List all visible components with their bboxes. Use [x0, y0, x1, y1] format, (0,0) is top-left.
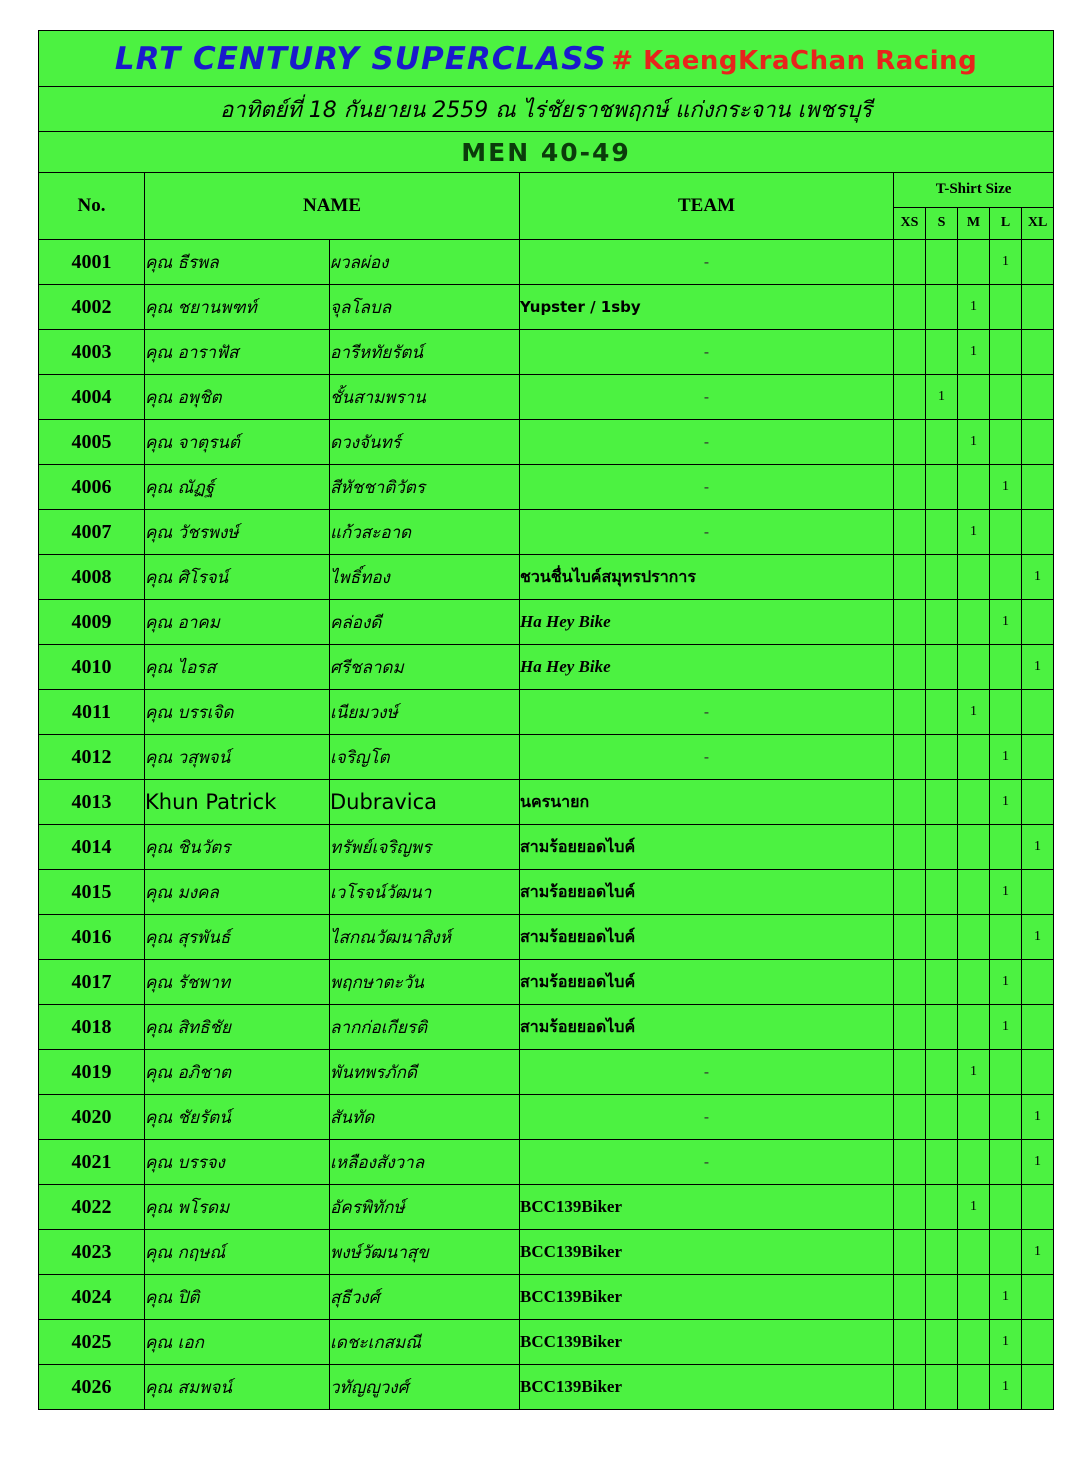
- cell-race-number: 4001: [39, 240, 145, 285]
- cell-size-xl: [1022, 510, 1054, 555]
- table-row: [39, 1005, 1054, 1050]
- cell-size-s: [926, 780, 958, 825]
- cell-size-s: [926, 465, 958, 510]
- cell-size-l: [990, 1185, 1022, 1230]
- cell-first-name: คุณ อพุชิต: [145, 375, 330, 420]
- cell-race-number: 4013: [39, 780, 145, 825]
- cell-size-xl: 1: [1022, 645, 1054, 690]
- cell-size-m: [958, 600, 990, 645]
- cell-size-xs: [894, 825, 926, 870]
- cell-team: BCC139Biker: [520, 1320, 894, 1365]
- column-header-tshirt: T-Shirt Size: [894, 173, 1054, 208]
- cell-size-xs: [894, 1320, 926, 1365]
- cell-race-number: 4025: [39, 1320, 145, 1365]
- cell-first-name: คุณ วสุพจน์: [145, 735, 330, 780]
- table-row: [39, 240, 1054, 285]
- cell-race-number: 4024: [39, 1275, 145, 1320]
- cell-last-name: สีหัชชาติวัตร: [330, 465, 520, 510]
- cell-size-l: [990, 1140, 1022, 1185]
- cell-race-number: 4022: [39, 1185, 145, 1230]
- cell-size-xl: 1: [1022, 825, 1054, 870]
- cell-race-number: 4009: [39, 600, 145, 645]
- cell-size-xl: 1: [1022, 555, 1054, 600]
- cell-size-xs: [894, 1140, 926, 1185]
- cell-race-number: 4008: [39, 555, 145, 600]
- cell-size-m: [958, 555, 990, 600]
- table-row: [39, 1320, 1054, 1365]
- table-row: [39, 915, 1054, 960]
- cell-size-s: [926, 1050, 958, 1095]
- header-row-1: [39, 173, 1054, 208]
- cell-size-xs: [894, 915, 926, 960]
- cell-first-name: คุณ สุรพันธ์: [145, 915, 330, 960]
- cell-first-name: คุณ สมพจน์: [145, 1365, 330, 1410]
- cell-last-name: แก้วสะอาด: [330, 510, 520, 555]
- cell-size-l: 1: [990, 870, 1022, 915]
- cell-size-xl: [1022, 375, 1054, 420]
- cell-size-m: [958, 1095, 990, 1140]
- cell-size-l: [990, 1230, 1022, 1275]
- cell-size-m: [958, 1275, 990, 1320]
- cell-race-number: 4026: [39, 1365, 145, 1410]
- cell-size-xl: [1022, 285, 1054, 330]
- cell-size-xl: [1022, 1275, 1054, 1320]
- table-row: [39, 1185, 1054, 1230]
- cell-size-l: 1: [990, 600, 1022, 645]
- cell-size-xl: [1022, 735, 1054, 780]
- cell-size-l: 1: [990, 240, 1022, 285]
- cell-first-name: คุณ จาตุรนต์: [145, 420, 330, 465]
- cell-last-name: ไสกณวัฒนาสิงห์: [330, 915, 520, 960]
- cell-last-name: คล่องดี: [330, 600, 520, 645]
- cell-first-name: คุณ วัชรพงษ์: [145, 510, 330, 555]
- cell-size-xs: [894, 735, 926, 780]
- cell-last-name: Dubravica: [330, 780, 520, 825]
- cell-race-number: 4019: [39, 1050, 145, 1095]
- cell-size-s: [926, 1230, 958, 1275]
- cell-size-l: [990, 555, 1022, 600]
- cell-race-number: 4012: [39, 735, 145, 780]
- cell-size-xl: [1022, 1005, 1054, 1050]
- cell-size-s: [926, 555, 958, 600]
- cell-size-s: [926, 960, 958, 1005]
- cell-race-number: 4014: [39, 825, 145, 870]
- cell-size-m: 1: [958, 420, 990, 465]
- cell-last-name: ชั้นสามพราน: [330, 375, 520, 420]
- cell-size-l: [990, 330, 1022, 375]
- cell-size-m: [958, 915, 990, 960]
- cell-team: BCC139Biker: [520, 1230, 894, 1275]
- cell-size-m: 1: [958, 330, 990, 375]
- table-row: [39, 1095, 1054, 1140]
- column-header-size-xs: XS: [894, 207, 926, 239]
- page-title: LRT CENTURY SUPERCLASS: [114, 40, 607, 77]
- table-row: [39, 690, 1054, 735]
- cell-last-name: จุลโลบล: [330, 285, 520, 330]
- table-row: [39, 1050, 1054, 1095]
- cell-size-s: [926, 645, 958, 690]
- cell-first-name: คุณ สิทธิชัย: [145, 1005, 330, 1050]
- cell-first-name: คุณ บรรจง: [145, 1140, 330, 1185]
- cell-size-xs: [894, 375, 926, 420]
- cell-race-number: 4002: [39, 285, 145, 330]
- cell-size-s: [926, 825, 958, 870]
- cell-last-name: ผวลผ่อง: [330, 240, 520, 285]
- cell-team: -: [520, 1050, 894, 1095]
- cell-size-m: [958, 825, 990, 870]
- cell-size-m: [958, 465, 990, 510]
- cell-size-xs: [894, 330, 926, 375]
- cell-size-xs: [894, 870, 926, 915]
- cell-size-l: [990, 915, 1022, 960]
- table-row: [39, 600, 1054, 645]
- cell-team: -: [520, 330, 894, 375]
- table-row: [39, 825, 1054, 870]
- cell-size-xl: 1: [1022, 1140, 1054, 1185]
- event-date-venue-cell: [39, 87, 1054, 132]
- cell-team: -: [520, 510, 894, 555]
- column-header-size-m: M: [958, 207, 990, 239]
- cell-team: -: [520, 735, 894, 780]
- cell-first-name: คุณ พโรดม: [145, 1185, 330, 1230]
- cell-size-xs: [894, 1005, 926, 1050]
- table-row: [39, 285, 1054, 330]
- cell-size-s: [926, 510, 958, 555]
- cell-size-s: [926, 1005, 958, 1050]
- cell-team: -: [520, 1140, 894, 1185]
- cell-size-m: 1: [958, 285, 990, 330]
- cell-team: นครนายก: [520, 780, 894, 825]
- cell-size-xs: [894, 1365, 926, 1410]
- cell-first-name: คุณ ธีรพล: [145, 240, 330, 285]
- cell-size-xl: 1: [1022, 915, 1054, 960]
- cell-size-xs: [894, 600, 926, 645]
- cell-size-xs: [894, 420, 926, 465]
- table-row: [39, 645, 1054, 690]
- cell-size-xs: [894, 960, 926, 1005]
- cell-race-number: 4011: [39, 690, 145, 735]
- cell-size-m: [958, 780, 990, 825]
- cell-size-xs: [894, 1230, 926, 1275]
- cell-size-s: [926, 240, 958, 285]
- cell-race-number: 4020: [39, 1095, 145, 1140]
- table-row: [39, 960, 1054, 1005]
- cell-last-name: วทัญญูวงศ์: [330, 1365, 520, 1410]
- cell-size-m: [958, 735, 990, 780]
- cell-race-number: 4018: [39, 1005, 145, 1050]
- cell-size-xl: [1022, 465, 1054, 510]
- event-hashtag: # KaengKraChan Racing: [611, 45, 978, 76]
- cell-size-xs: [894, 1050, 926, 1095]
- subtitle-row: [39, 87, 1054, 132]
- cell-first-name: คุณ เอก: [145, 1320, 330, 1365]
- cell-size-m: 1: [958, 690, 990, 735]
- cell-team: -: [520, 375, 894, 420]
- cell-size-xs: [894, 1275, 926, 1320]
- cell-size-xl: [1022, 600, 1054, 645]
- cell-size-m: 1: [958, 1050, 990, 1095]
- cell-size-s: [926, 1095, 958, 1140]
- cell-last-name: เหลืองสังวาล: [330, 1140, 520, 1185]
- table-row: [39, 510, 1054, 555]
- cell-last-name: เดชะเกสมณี: [330, 1320, 520, 1365]
- cell-team: สามร้อยยอดไบค์: [520, 960, 894, 1005]
- cell-size-m: [958, 1230, 990, 1275]
- cell-first-name: คุณ อาราฟัส: [145, 330, 330, 375]
- cell-team: สามร้อยยอดไบค์: [520, 1005, 894, 1050]
- cell-team: -: [520, 465, 894, 510]
- cell-last-name: ดวงจันทร์: [330, 420, 520, 465]
- cell-last-name: อัครพิทักษ์: [330, 1185, 520, 1230]
- cell-size-s: 1: [926, 375, 958, 420]
- cell-race-number: 4017: [39, 960, 145, 1005]
- cell-race-number: 4006: [39, 465, 145, 510]
- cell-first-name: คุณ ชินวัตร: [145, 825, 330, 870]
- cell-size-m: [958, 1005, 990, 1050]
- cell-last-name: ทรัพย์เจริญพร: [330, 825, 520, 870]
- cell-size-l: 1: [990, 1005, 1022, 1050]
- cell-size-m: [958, 645, 990, 690]
- cell-size-l: [990, 1095, 1022, 1140]
- cell-size-l: [990, 825, 1022, 870]
- cell-size-l: 1: [990, 780, 1022, 825]
- cell-last-name: พันทพรภักดี: [330, 1050, 520, 1095]
- cell-size-s: [926, 690, 958, 735]
- cell-size-xl: [1022, 1365, 1054, 1410]
- cell-race-number: 4007: [39, 510, 145, 555]
- cell-size-xs: [894, 465, 926, 510]
- cell-last-name: พงษ์วัฒนาสุข: [330, 1230, 520, 1275]
- cell-race-number: 4016: [39, 915, 145, 960]
- category-label: MEN 40-49: [461, 137, 631, 167]
- cell-size-xs: [894, 645, 926, 690]
- cell-size-s: [926, 420, 958, 465]
- cell-size-xl: [1022, 690, 1054, 735]
- cell-size-l: 1: [990, 1365, 1022, 1410]
- cell-size-l: [990, 510, 1022, 555]
- cell-team: สามร้อยยอดไบค์: [520, 915, 894, 960]
- table-row: [39, 1230, 1054, 1275]
- cell-size-xl: [1022, 1050, 1054, 1095]
- cell-size-s: [926, 1275, 958, 1320]
- table-row: [39, 780, 1054, 825]
- cell-size-xl: [1022, 870, 1054, 915]
- cell-team: ชวนชื่นไบค์สมุทรปราการ: [520, 555, 894, 600]
- cell-last-name: อารีหทัยรัตน์: [330, 330, 520, 375]
- title-row: [39, 31, 1054, 87]
- cell-first-name: คุณ กฤษณ์: [145, 1230, 330, 1275]
- cell-race-number: 4003: [39, 330, 145, 375]
- cell-size-s: [926, 330, 958, 375]
- category-row: [39, 132, 1054, 173]
- cell-team: สามร้อยยอดไบค์: [520, 870, 894, 915]
- cell-team: Yupster / 1sby: [520, 285, 894, 330]
- cell-last-name: ไพธิ์ทอง: [330, 555, 520, 600]
- cell-size-l: [990, 690, 1022, 735]
- column-header-size-xl: XL: [1022, 207, 1054, 239]
- cell-race-number: 4021: [39, 1140, 145, 1185]
- cell-team: สามร้อยยอดไบค์: [520, 825, 894, 870]
- cell-size-l: 1: [990, 1275, 1022, 1320]
- cell-last-name: เนียมวงษ์: [330, 690, 520, 735]
- cell-size-m: 1: [958, 1185, 990, 1230]
- table-row: [39, 735, 1054, 780]
- column-header-size-s: S: [926, 207, 958, 239]
- cell-team: -: [520, 690, 894, 735]
- cell-last-name: ลากก่อเกียรติ: [330, 1005, 520, 1050]
- cell-first-name: Khun Patrick: [145, 780, 330, 825]
- cell-size-l: 1: [990, 735, 1022, 780]
- table-row: [39, 555, 1054, 600]
- cell-size-s: [926, 600, 958, 645]
- cell-size-m: [958, 870, 990, 915]
- cell-size-s: [926, 735, 958, 780]
- table-row: [39, 330, 1054, 375]
- cell-size-xs: [894, 690, 926, 735]
- cell-size-s: [926, 1320, 958, 1365]
- cell-size-m: [958, 1140, 990, 1185]
- column-header-size-l: L: [990, 207, 1022, 239]
- cell-team: Ha Hey Bike: [520, 645, 894, 690]
- cell-size-l: [990, 1050, 1022, 1095]
- cell-team: BCC139Biker: [520, 1275, 894, 1320]
- cell-size-xs: [894, 240, 926, 285]
- table-row: [39, 1140, 1054, 1185]
- cell-team: BCC139Biker: [520, 1365, 894, 1410]
- cell-size-xl: 1: [1022, 1230, 1054, 1275]
- cell-size-xl: [1022, 240, 1054, 285]
- column-header-name: NAME: [145, 173, 520, 240]
- cell-team: -: [520, 240, 894, 285]
- cell-size-m: 1: [958, 510, 990, 555]
- table-row: [39, 870, 1054, 915]
- cell-size-xs: [894, 285, 926, 330]
- cell-team: -: [520, 420, 894, 465]
- cell-size-m: [958, 375, 990, 420]
- cell-last-name: เวโรจน์วัฒนา: [330, 870, 520, 915]
- cell-size-m: [958, 960, 990, 1005]
- cell-size-xs: [894, 1095, 926, 1140]
- cell-size-xl: [1022, 420, 1054, 465]
- cell-size-l: [990, 285, 1022, 330]
- table-row: [39, 375, 1054, 420]
- cell-first-name: คุณ อาคม: [145, 600, 330, 645]
- cell-team: Ha Hey Bike: [520, 600, 894, 645]
- cell-race-number: 4004: [39, 375, 145, 420]
- cell-size-m: [958, 240, 990, 285]
- cell-size-s: [926, 285, 958, 330]
- cell-size-s: [926, 1140, 958, 1185]
- cell-size-xs: [894, 555, 926, 600]
- cell-race-number: 4005: [39, 420, 145, 465]
- cell-size-s: [926, 915, 958, 960]
- cell-size-xl: [1022, 780, 1054, 825]
- cell-first-name: คุณ บรรเจิด: [145, 690, 330, 735]
- cell-size-l: [990, 375, 1022, 420]
- table-row: [39, 1365, 1054, 1410]
- cell-size-xl: 1: [1022, 1095, 1054, 1140]
- cell-first-name: คุณ รัชพาท: [145, 960, 330, 1005]
- cell-race-number: 4023: [39, 1230, 145, 1275]
- cell-size-xs: [894, 510, 926, 555]
- cell-size-l: 1: [990, 960, 1022, 1005]
- cell-size-xl: [1022, 330, 1054, 375]
- start-list-table: [38, 30, 1054, 1410]
- column-header-team: TEAM: [520, 173, 894, 240]
- cell-race-number: 4010: [39, 645, 145, 690]
- cell-first-name: คุณ ศิโรจน์: [145, 555, 330, 600]
- cell-last-name: เจริญโต: [330, 735, 520, 780]
- category-cell: [39, 132, 1054, 173]
- cell-first-name: คุณ อภิชาต: [145, 1050, 330, 1095]
- cell-first-name: คุณ ไอรส: [145, 645, 330, 690]
- cell-size-xs: [894, 1185, 926, 1230]
- cell-first-name: คุณ ปิติ: [145, 1275, 330, 1320]
- table-row: [39, 465, 1054, 510]
- cell-size-m: [958, 1320, 990, 1365]
- cell-first-name: คุณ มงคล: [145, 870, 330, 915]
- cell-size-s: [926, 1365, 958, 1410]
- cell-first-name: คุณ ณัฏฐ์: [145, 465, 330, 510]
- cell-size-xs: [894, 780, 926, 825]
- cell-first-name: คุณ ชยานพฑท์: [145, 285, 330, 330]
- cell-size-l: 1: [990, 465, 1022, 510]
- cell-first-name: คุณ ชัยรัตน์: [145, 1095, 330, 1140]
- cell-last-name: สุธีวงศ์: [330, 1275, 520, 1320]
- cell-race-number: 4015: [39, 870, 145, 915]
- cell-size-l: 1: [990, 1320, 1022, 1365]
- cell-size-xl: [1022, 1185, 1054, 1230]
- table-row: [39, 420, 1054, 465]
- cell-last-name: พฤกษาตะวัน: [330, 960, 520, 1005]
- cell-size-s: [926, 1185, 958, 1230]
- cell-last-name: สันทัด: [330, 1095, 520, 1140]
- table-row: [39, 1275, 1054, 1320]
- event-date-venue: อาทิตย์ที่ 18 กันยายน 2559 ณ ไร่ชัยราชพฤกษ์ แก่งกระจาน เพชรบุรี: [220, 97, 873, 123]
- cell-size-s: [926, 870, 958, 915]
- cell-last-name: ศรีชลาดม: [330, 645, 520, 690]
- cell-size-m: [958, 1365, 990, 1410]
- cell-size-l: [990, 420, 1022, 465]
- cell-team: -: [520, 1095, 894, 1140]
- column-header-no: No.: [39, 173, 145, 240]
- cell-size-l: [990, 645, 1022, 690]
- cell-size-xl: [1022, 1320, 1054, 1365]
- event-title-cell: [39, 31, 1054, 87]
- cell-size-xl: [1022, 960, 1054, 1005]
- cell-team: BCC139Biker: [520, 1185, 894, 1230]
